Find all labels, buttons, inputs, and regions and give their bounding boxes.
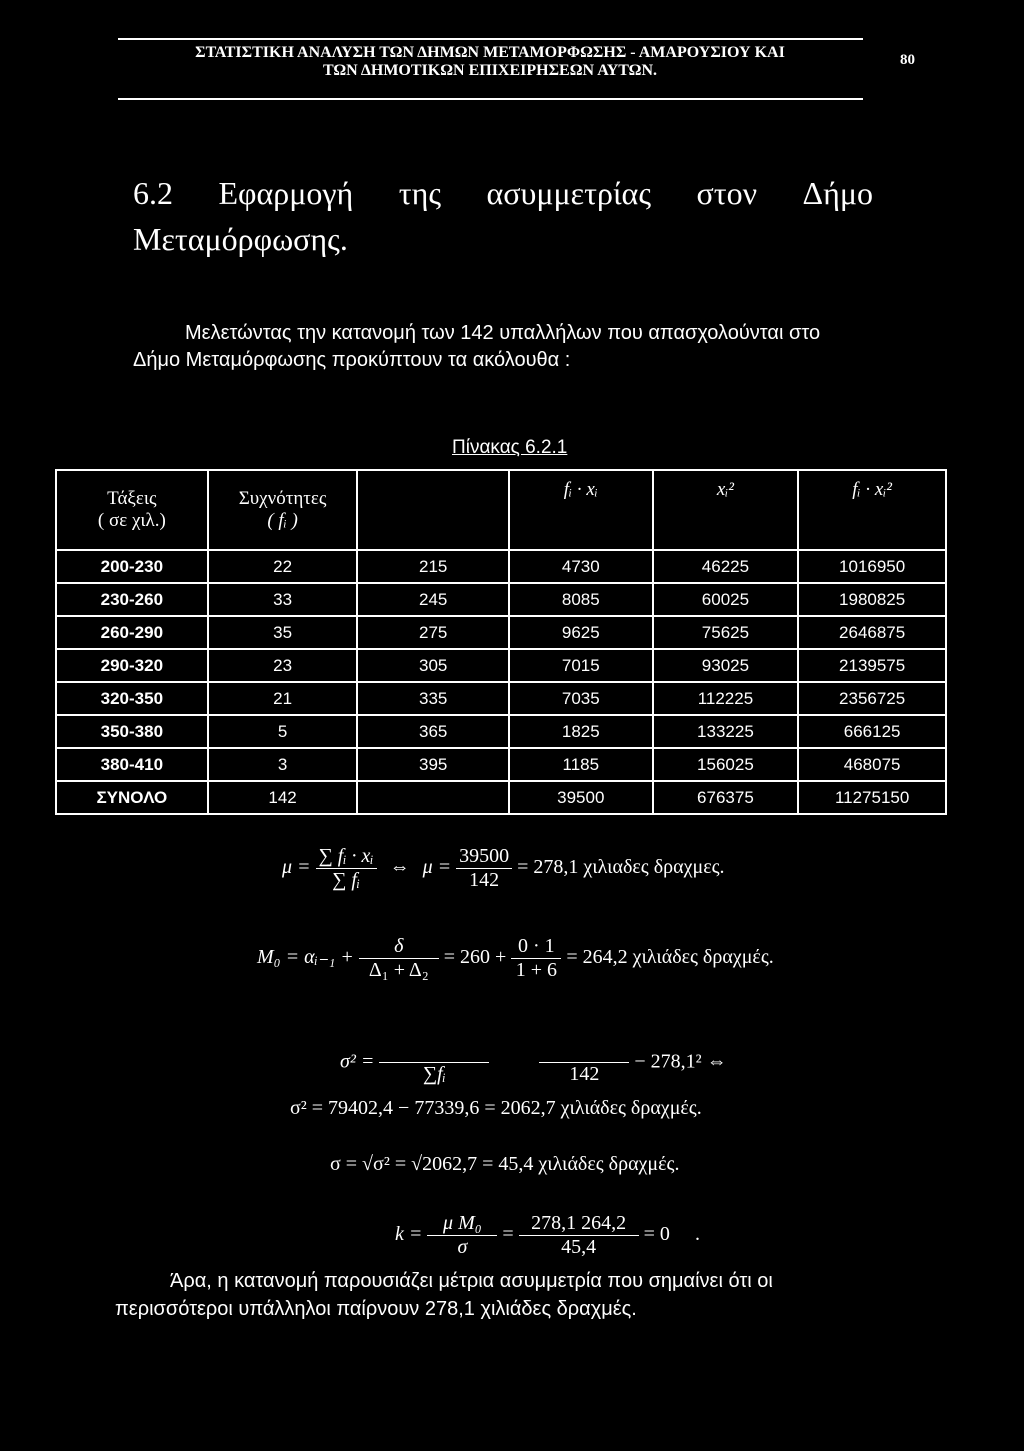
value-cell: 9625 — [509, 616, 653, 649]
value-cell: 11275150 — [798, 781, 946, 814]
value-cell: 2356725 — [798, 682, 946, 715]
header-top-rule — [118, 38, 863, 40]
table-row — [56, 748, 946, 781]
variance-result: σ² = 79402,4 − 77339,6 = 2062,7 χιλιάδες δραχμές. — [290, 1097, 702, 1119]
value-cell: 39500 — [509, 781, 653, 814]
value-cell: 215 — [357, 550, 509, 583]
value-cell: 245 — [357, 583, 509, 616]
intro-line-2: Δήμο Μεταμόρφωσης προκύπτουν τα ακόλουθα : — [133, 349, 571, 371]
table-caption: Πίνακας 6.2.1 — [452, 437, 568, 458]
value-cell: 468075 — [798, 748, 946, 781]
value-cell: 365 — [357, 715, 509, 748]
value-cell: 35 — [208, 616, 358, 649]
value-cell: 7035 — [509, 682, 653, 715]
skewness-formula: k = $\frac{\text{μ M₀}}{\sigma}$ = $\frac{278,1 264,2}{45,4}$ = 0 . — [395, 1212, 700, 1258]
heading-word: Δήμο — [802, 175, 873, 211]
conclusion-line-1: Άρα, η κατανομή παρουσιάζει μέτρια ασυμμετρία που σημαίνει ότι οι — [170, 1270, 773, 1292]
class-cell: ΣΥΝΟΛΟ — [56, 781, 208, 814]
mode-formula: M₀ = αᵢ₋₁ + $\frac{\delta}{\text{Δ₁ + Δ₂}}$ = 260 + $\frac{0 \cdot 1}{1 + 6}$ = 264,2 χιλιάδες δραχμές. — [257, 935, 774, 981]
value-cell: 335 — [357, 682, 509, 715]
table-row — [56, 550, 946, 583]
class-cell: 350-380 — [56, 715, 208, 748]
value-cell: 142 — [208, 781, 358, 814]
value-cell: 133225 — [653, 715, 799, 748]
class-cell: 230-260 — [56, 583, 208, 616]
value-cell: 5 — [208, 715, 358, 748]
value-cell: 33 — [208, 583, 358, 616]
conclusion-paragraph — [115, 1267, 938, 1323]
heading-word: ασυμμετρίας — [486, 175, 651, 211]
value-cell: 1016950 — [798, 550, 946, 583]
section-number: 6.2 — [133, 175, 173, 211]
heading-word: Εφαρμογή — [218, 175, 354, 211]
section-heading-line-1 — [133, 170, 873, 216]
table-row — [56, 616, 946, 649]
value-cell: 23 — [208, 649, 358, 682]
intro-paragraph — [133, 320, 913, 374]
running-header — [120, 44, 860, 80]
value-cell: 46225 — [653, 550, 799, 583]
value-cell: 275 — [357, 616, 509, 649]
value-cell: 156025 — [653, 748, 799, 781]
value-cell: 7015 — [509, 649, 653, 682]
value-cell: 3 — [208, 748, 358, 781]
table-row — [56, 649, 946, 682]
class-cell: 320-350 — [56, 682, 208, 715]
header-bottom-rule — [118, 98, 863, 100]
header-fx2: fᵢ · xᵢ² — [798, 470, 946, 550]
value-cell: 2139575 — [798, 649, 946, 682]
value-cell: 8085 — [509, 583, 653, 616]
value-cell: 395 — [357, 748, 509, 781]
value-cell: 112225 — [653, 682, 799, 715]
heading-word: της — [398, 175, 442, 211]
header-classes: Τάξεις ( σε χιλ.) — [56, 470, 208, 550]
table-header-row — [56, 470, 946, 550]
header-line-2: ΤΩΝ ΔΗΜΟΤΙΚΩΝ ΕΠΙΧΕΙΡΗΣΕΩΝ ΑΥΤΩΝ. — [322, 62, 658, 79]
header-line-1: ΣΤΑΤΙΣΤΙΚΗ ΑΝΑΛΥΣΗ ΤΩΝ ΔΗΜΩΝ ΜΕΤΑΜΟΡΦΩΣΗΣ - ΑΜΑΡΟΥΣΙΟΥ ΚΑΙ — [195, 44, 785, 61]
value-cell: 1980825 — [798, 583, 946, 616]
class-cell: 260-290 — [56, 616, 208, 649]
header-frequencies: Συχνότητες ( fᵢ ) — [208, 470, 358, 550]
class-cell: 200-230 — [56, 550, 208, 583]
section-heading — [133, 170, 873, 262]
value-cell: 21 — [208, 682, 358, 715]
value-cell — [357, 781, 509, 814]
value-cell: 93025 — [653, 649, 799, 682]
table-row — [56, 781, 946, 814]
value-cell: 666125 — [798, 715, 946, 748]
header-x2: xᵢ² — [653, 470, 799, 550]
page-number: 80 — [900, 52, 915, 68]
mean-formula: μ = $\frac{\text{∑ fᵢ · xᵢ}}{\text{∑ fᵢ}}$ ⇔ μ = $\frac{39500}{142}$ = 278,1 χιλιαδες δραχμες. — [282, 845, 725, 891]
value-cell: 305 — [357, 649, 509, 682]
header-fx: fᵢ · xᵢ — [509, 470, 653, 550]
value-cell: 22 — [208, 550, 358, 583]
frequency-table — [55, 469, 947, 815]
conclusion-line-2: περισσότεροι υπάλληλοι παίρνουν 278,1 χιλιάδες δραχμές. — [115, 1298, 637, 1320]
class-cell: 290-320 — [56, 649, 208, 682]
value-cell: 2646875 — [798, 616, 946, 649]
table-row — [56, 682, 946, 715]
variance-formula: σ² = ∑fᵢ 142 − 278,1² ⇔ — [340, 1040, 727, 1086]
table-row — [56, 715, 946, 748]
value-cell: 1185 — [509, 748, 653, 781]
heading-word: στον — [696, 175, 758, 211]
header-xi — [357, 470, 509, 550]
value-cell: 1825 — [509, 715, 653, 748]
table-row — [56, 583, 946, 616]
class-cell: 380-410 — [56, 748, 208, 781]
intro-line-1: Μελετώντας την κατανομή των 142 υπαλλήλων που απασχολούνται στο — [185, 322, 821, 344]
section-heading-line-2: Μεταμόρφωσης. — [133, 221, 348, 257]
std-formula: σ = √σ² = √2062,7 = 45,4 χιλιάδες δραχμές. — [330, 1153, 680, 1175]
value-cell: 676375 — [653, 781, 799, 814]
value-cell: 60025 — [653, 583, 799, 616]
value-cell: 4730 — [509, 550, 653, 583]
value-cell: 75625 — [653, 616, 799, 649]
